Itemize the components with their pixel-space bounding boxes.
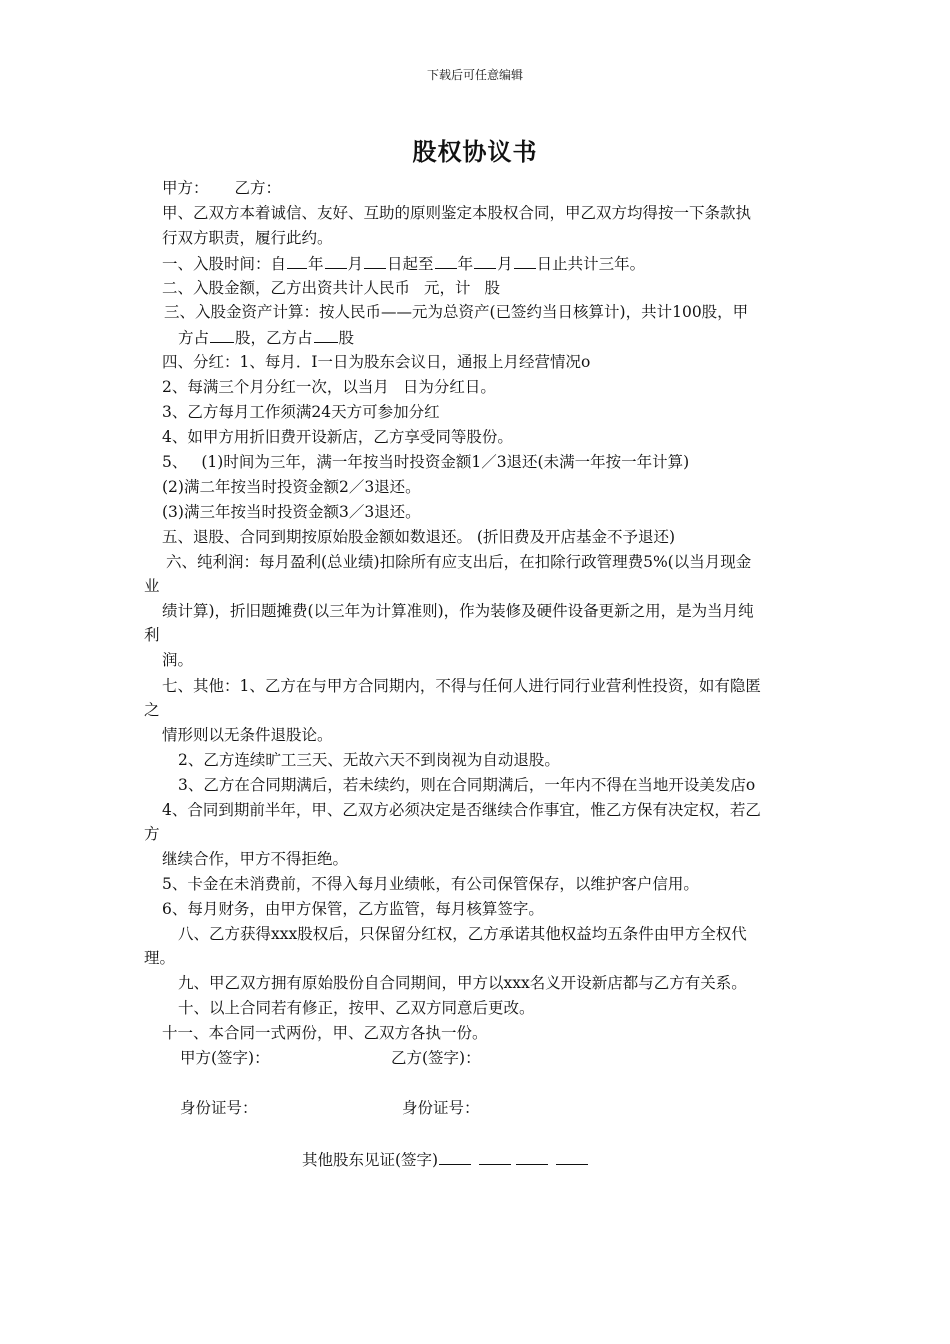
- clause-6-net-profit-line-3: 润。: [162, 651, 194, 669]
- clause-7-other-line-5: 4、合同到期前半年，甲、乙双方必须决定是否继续合作事宜，惟乙方保有决定权，若乙: [162, 801, 761, 819]
- intro-line-1: 甲、乙双方本着诚信、友好、互助的原则鉴定本股权合同，甲乙双方均得按一下条款执: [162, 204, 752, 222]
- clause-7-wrap: 之: [144, 701, 160, 719]
- id-number-party-b: 身份证号：: [402, 1099, 480, 1117]
- clause-8-line-2: 理。: [144, 949, 176, 967]
- clause-3-text: 方占: [178, 329, 210, 347]
- clause-4-dividend-line-5: [162, 452, 689, 472]
- clause-1-text: 年: [308, 255, 324, 273]
- clause-4-dividend-line-3: 3、乙方每月工作须满24天方可参加分红: [162, 403, 440, 421]
- id-number-party-a: 身份证号：: [180, 1099, 258, 1117]
- document-title: 股权协议书: [412, 137, 538, 166]
- signature-party-b: 乙方(签字)：: [391, 1049, 481, 1067]
- clause-3-text: 股，乙方占: [235, 329, 313, 347]
- blank-field[interactable]: [314, 327, 338, 343]
- clause-6-wrap: 业: [144, 577, 160, 595]
- intro-line-2: 行双方职责，履行此约。: [162, 229, 333, 247]
- clause-1-text: 日起至: [387, 255, 434, 273]
- blank-field[interactable]: [514, 253, 536, 269]
- clause-3-asset-line-1: 三、入股金资产计算：按人民币——元为总资产(已签约当日核算计)，共计100股，甲: [164, 303, 749, 321]
- clause-1-text: 日止共计三年。: [536, 255, 646, 273]
- clause-6-net-profit-line-1: 六、纯利润：每月盈利(总业绩)扣除所有应支出后，在扣除行政管理费5%(以当月现金: [166, 553, 752, 571]
- clause-4-dividend-line-1: 四、分红：1、每月．I一日为股东会议日，通报上月经营情况o: [162, 353, 591, 371]
- clause-4-text: 2、每满三个月分红一次，以当月: [162, 378, 389, 396]
- clause-10: 十、以上合同若有修正，按甲、乙双方同意后更改。: [178, 999, 535, 1017]
- clause-7-other-line-4: 3、乙方在合同期满后，若未续约，则在合同期满后，一年内不得在当地开设美发店o: [178, 776, 756, 794]
- witness-signature-blank[interactable]: [439, 1149, 471, 1165]
- clause-5-withdrawal: 五、退股、合同到期按原始股金额如数退还。 (折旧费及开店基金不予退还): [162, 528, 676, 546]
- page-header: 下载后可任意编辑: [426, 68, 523, 82]
- clause-7-other-line-2: 情形则以无条件退股论。: [162, 726, 333, 744]
- party-a-label: 甲方：: [162, 179, 209, 197]
- witness-signature-blank[interactable]: [556, 1149, 588, 1165]
- clause-4-text: 5、: [162, 453, 188, 471]
- clause-4-dividend-line-2: [162, 377, 496, 397]
- clause-11: 十一、本合同一式两份，甲、乙双方各执一份。: [162, 1024, 488, 1042]
- clause-4-dividend-line-6: (2)满二年按当时投资金额2／3退还。: [162, 478, 421, 496]
- blank-field[interactable]: [474, 253, 496, 269]
- clause-7-other-line-6: 继续合作，甲方不得拒绝。: [162, 850, 349, 868]
- clause-7-wrap: 方: [144, 825, 160, 843]
- clause-1-text: 月: [497, 255, 513, 273]
- clause-3-asset-line-2: [178, 327, 354, 348]
- clause-1-text: 年: [457, 255, 474, 273]
- witness-signature-blank[interactable]: [516, 1149, 548, 1165]
- blank-field[interactable]: [210, 327, 234, 343]
- clause-2-share-amount: [162, 278, 500, 298]
- clause-7-other-line-3: 2、乙方连续旷工三天、无故六天不到岗视为自动退股。: [178, 751, 560, 769]
- clause-8-line-1: 八、乙方获得xxx股权后，只保留分红权，乙方承诺其他权益均五条件由甲方全权代: [178, 925, 747, 943]
- witness-signature-blank[interactable]: [479, 1149, 511, 1165]
- blank-field[interactable]: [287, 253, 307, 269]
- clause-4-dividend-line-7: (3)满三年按当时投资金额3／3退还。: [162, 503, 421, 521]
- clause-1-text: 一、入股时间：自: [162, 255, 287, 273]
- clause-2-text: 二、入股金额，乙方出资共计人民币: [162, 279, 411, 297]
- clause-7-other-line-1: 七、其他：1、乙方在与甲方合同期内，不得与任何人进行同行业营利性投资，如有隐匿: [162, 677, 761, 695]
- clause-4-dividend-line-4: 4、如甲方用折旧费开设新店，乙方享受同等股份。: [162, 428, 513, 446]
- clause-7-other-line-8: 6、每月财务，由甲方保管，乙方监管，每月核算签字。: [162, 900, 544, 918]
- shareholder-witness-line: [302, 1149, 589, 1170]
- clause-7-other-line-7: 5、卡金在未消费前，不得入每月业绩帐，有公司保管保存，以维护客户信用。: [162, 875, 699, 893]
- clause-6-net-profit-line-2: 绩计算)，折旧题摊费(以三年为计算准则)，作为装修及硬件设备更新之用，是为当月纯: [162, 602, 754, 620]
- parties-line: [162, 178, 281, 198]
- clause-4-text: (1)时间为三年，满一年按当时投资金额1／3退还(未满一年按一年计算): [201, 453, 690, 471]
- clause-3-text: 股: [338, 329, 355, 347]
- clause-1-share-period: [162, 253, 645, 274]
- clause-9: 九、甲乙双方拥有原始股份自合同期间，甲方以xxx名义开设新店都与乙方有关系。: [178, 974, 747, 992]
- clause-6-wrap: 利: [144, 626, 160, 644]
- clause-4-text: 日为分红日。: [402, 378, 496, 396]
- blank-field[interactable]: [325, 253, 347, 269]
- clause-2-text: 股: [484, 279, 501, 297]
- blank-field[interactable]: [364, 253, 386, 269]
- witness-label: 其他股东见证(签字): [302, 1151, 439, 1169]
- party-b-label: 乙方：: [234, 179, 282, 197]
- clause-2-text: 元，计: [424, 279, 471, 297]
- blank-field[interactable]: [435, 253, 457, 269]
- clause-1-text: 月: [347, 255, 364, 273]
- signature-party-a: 甲方(签字)：: [180, 1049, 270, 1067]
